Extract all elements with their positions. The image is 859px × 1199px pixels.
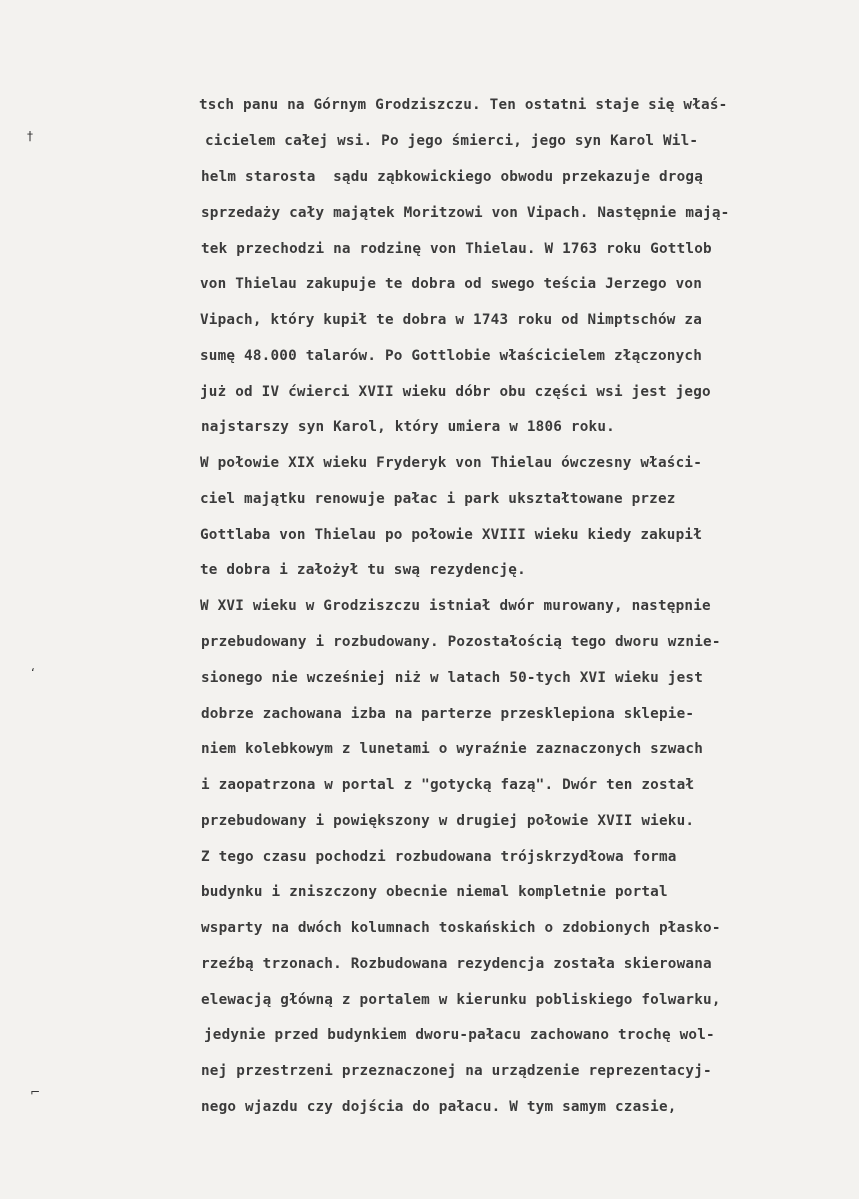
text-line: von Thielau zakupuje te dobra od swego teścia Jerzego von [200, 276, 703, 292]
text-line: Vipach, który kupił te dobra w 1743 roku od Nimptschów za [200, 312, 703, 328]
margin-mark: ⌐ [30, 1085, 41, 1099]
text-line: W XVI wieku w Grodziszczu istniał dwór murowany, następnie [200, 598, 711, 614]
text-line: nej przestrzeni przeznaczonej na urządzenie reprezentacyj- [201, 1063, 712, 1079]
text-line: nego wjazdu czy dojścia do pałacu. W tym samym czasie, [201, 1099, 677, 1115]
text-line: budynku i zniszczony obecnie niemal kompletnie portal [201, 884, 668, 900]
text-line: i zaopatrzona w portal z "gotycką fazą". Dwór ten został [201, 777, 695, 793]
text-line: rzeźbą trzonach. Rozbudowana rezydencja została skierowana [201, 956, 712, 972]
text-line: dobrze zachowana izba na parterze przesklepiona sklepie- [201, 706, 695, 722]
text-line: W połowie XIX wieku Fryderyk von Thielau ówczesny właści- [200, 455, 703, 471]
text-line: cicielem całej wsi. Po jego śmierci, jego syn Karol Wil- [205, 133, 699, 149]
text-line: elewacją główną z portalem w kierunku pobliskiego folwarku, [201, 992, 721, 1008]
text-line: jedynie przed budynkiem dworu-pałacu zachowano trochę wol- [204, 1027, 715, 1043]
text-line: Gottlaba von Thielau po połowie XVIII wieku kiedy zakupił [200, 527, 703, 543]
text-line: najstarszy syn Karol, który umiera w 1806 roku. [201, 419, 615, 435]
text-line: tek przechodzi na rodzinę von Thielau. W 1763 roku Gottlob [201, 241, 712, 257]
text-line: sionego nie wcześniej niż w latach 50-tych XVI wieku jest [201, 670, 704, 686]
text-line: sprzedaży cały majątek Moritzowi von Vipach. Następnie mają- [201, 205, 730, 221]
text-line: Z tego czasu pochodzi rozbudowana trójskrzydłowa forma [201, 849, 677, 865]
text-line: wsparty na dwóch kolumnach toskańskich o zdobionych płasko- [201, 920, 721, 936]
text-line: przebudowany i powiększony w drugiej połowie XVII wieku. [201, 813, 695, 829]
text-line: już od IV ćwierci XVII wieku dóbr obu części wsi jest jego [200, 384, 711, 400]
text-line: sumę 48.000 talarów. Po Gottlobie właścicielem złączonych [200, 348, 703, 364]
text-line: ciel majątku renowuje pałac i park ukształtowane przez [200, 491, 676, 507]
margin-mark: ‘ [31, 666, 35, 680]
margin-mark: † [27, 129, 33, 143]
text-line: przebudowany i rozbudowany. Pozostałością tego dworu wznie- [201, 634, 721, 650]
text-line: tsch panu na Górnym Grodziszczu. Ten ostatni staje się właś- [199, 97, 728, 113]
text-line: niem kolebkowym z lunetami o wyraźnie zaznaczonych szwach [201, 741, 704, 757]
text-line: helm starosta sądu ząbkowickiego obwodu przekazuje drogą [201, 169, 704, 185]
text-line: te dobra i założył tu swą rezydencję. [200, 562, 526, 578]
